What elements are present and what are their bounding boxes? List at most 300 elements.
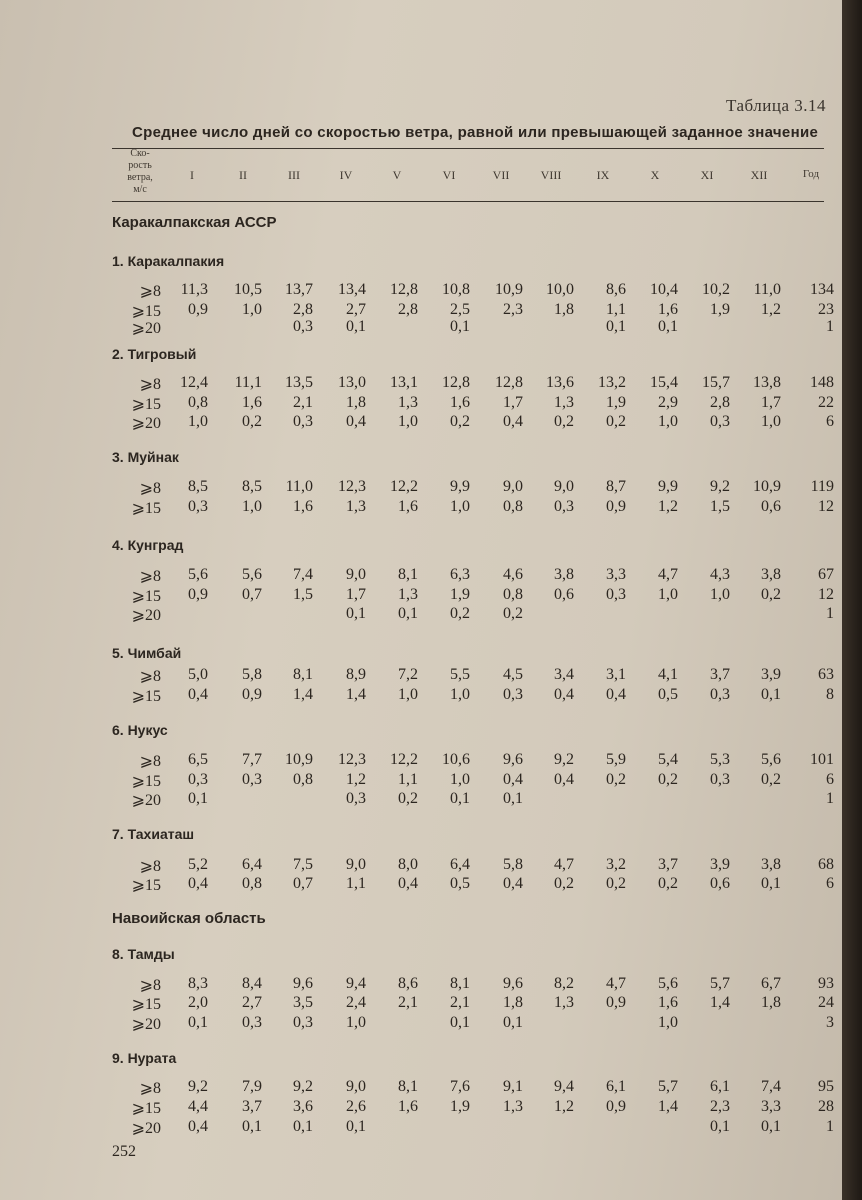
month-value-cell: 1,6: [450, 394, 470, 411]
month-value-cell: 1,3: [398, 394, 418, 411]
table-row: [0, 1098, 842, 1118]
month-value-cell: 1,0: [398, 686, 418, 703]
month-value-cell: 1,4: [293, 686, 313, 703]
month-value-cell: 6,4: [242, 856, 262, 873]
month-value-cell: 8,2: [554, 975, 574, 992]
month-value-cell: 12,4: [180, 374, 208, 391]
month-value-cell: 9,2: [188, 1078, 208, 1095]
month-value-cell: 13,7: [285, 281, 313, 298]
book-edge: [842, 0, 862, 1200]
month-value-cell: 0,1: [658, 318, 678, 335]
month-value-cell: 3,3: [761, 1098, 781, 1115]
year-total-cell: 23: [818, 301, 834, 318]
month-value-cell: 3,8: [554, 566, 574, 583]
speed-threshold-label: ⩾15: [131, 688, 161, 705]
month-value-cell: 1,9: [606, 394, 626, 411]
month-value-cell: 1,0: [658, 1014, 678, 1031]
month-value-cell: 3,9: [710, 856, 730, 873]
month-value-cell: 7,4: [293, 566, 313, 583]
month-value-cell: 6,3: [450, 566, 470, 583]
month-value-cell: 1,2: [346, 771, 366, 788]
month-value-cell: 7,7: [242, 751, 262, 768]
month-value-cell: 0,2: [242, 413, 262, 430]
month-value-cell: 1,8: [761, 994, 781, 1011]
month-value-cell: 0,9: [188, 586, 208, 603]
year-total-cell: 1: [826, 318, 834, 335]
month-value-cell: 0,1: [450, 790, 470, 807]
month-value-cell: 2,8: [398, 301, 418, 318]
month-value-cell: 1,9: [450, 1098, 470, 1115]
month-value-cell: 8,0: [398, 856, 418, 873]
month-value-cell: 1,0: [346, 1014, 366, 1031]
month-value-cell: 1,0: [398, 413, 418, 430]
month-value-cell: 5,6: [658, 975, 678, 992]
month-value-cell: 12,2: [390, 478, 418, 495]
station-heading: 9. Нурата: [112, 1050, 177, 1066]
month-value-cell: 1,0: [242, 301, 262, 318]
month-value-cell: 3,6: [293, 1098, 313, 1115]
month-value-cell: 0,6: [554, 586, 574, 603]
month-value-cell: 11,0: [753, 281, 781, 298]
header-speed-line: рость: [128, 160, 152, 171]
month-value-cell: 1,8: [503, 994, 523, 1011]
month-value-cell: 8,5: [188, 478, 208, 495]
month-value-cell: 2,7: [242, 994, 262, 1011]
month-value-cell: 1,7: [346, 586, 366, 603]
month-value-cell: 3,1: [606, 666, 626, 683]
month-value-cell: 0,4: [188, 686, 208, 703]
month-value-cell: 1,0: [710, 586, 730, 603]
header-month: I: [190, 168, 194, 182]
month-value-cell: 2,4: [346, 994, 366, 1011]
month-value-cell: 9,9: [450, 478, 470, 495]
month-value-cell: 1,6: [658, 994, 678, 1011]
month-value-cell: 0,4: [503, 771, 523, 788]
month-value-cell: 0,1: [346, 1118, 366, 1135]
table-title: Среднее число дней со скоростью ветра, равной или превышающей заданное значение: [132, 124, 819, 141]
month-value-cell: 10,9: [285, 751, 313, 768]
month-value-cell: 0,7: [242, 586, 262, 603]
month-value-cell: 0,2: [450, 605, 470, 622]
station-heading: 4. Кунград: [112, 537, 184, 553]
month-value-cell: 1,0: [658, 586, 678, 603]
month-value-cell: 1,0: [658, 413, 678, 430]
speed-threshold-label: ⩾15: [131, 500, 161, 517]
month-value-cell: 0,2: [606, 875, 626, 892]
speed-threshold-label: ⩾20: [131, 1120, 161, 1137]
month-value-cell: 3,7: [710, 666, 730, 683]
month-value-cell: 0,3: [554, 498, 574, 515]
speed-threshold-label: ⩾15: [131, 877, 161, 894]
speed-threshold-label: ⩾20: [131, 1016, 161, 1033]
table-row: [0, 994, 842, 1014]
month-value-cell: 10,5: [234, 281, 262, 298]
header-month: Год: [802, 168, 820, 180]
header-month: III: [288, 168, 300, 182]
month-value-cell: 9,6: [503, 975, 523, 992]
month-value-cell: 1,8: [346, 394, 366, 411]
month-value-cell: 0,1: [450, 318, 470, 335]
month-value-cell: 0,2: [606, 413, 626, 430]
month-value-cell: 4,4: [188, 1098, 208, 1115]
month-value-cell: 9,2: [293, 1078, 313, 1095]
month-value-cell: 0,8: [503, 498, 523, 515]
month-value-cell: 9,0: [346, 566, 366, 583]
month-value-cell: 0,3: [188, 771, 208, 788]
month-value-cell: 3,8: [761, 856, 781, 873]
month-value-cell: 5,4: [658, 751, 678, 768]
station-heading: 2. Тигровый: [112, 346, 197, 362]
month-value-cell: 0,4: [188, 1118, 208, 1135]
month-value-cell: 0,1: [503, 1014, 523, 1031]
month-value-cell: 10,4: [650, 281, 678, 298]
year-total-cell: 101: [810, 751, 834, 768]
month-value-cell: 9,4: [554, 1078, 574, 1095]
month-value-cell: 1,1: [346, 875, 366, 892]
month-value-cell: 0,3: [710, 413, 730, 430]
station-heading: 5. Чимбай: [112, 645, 182, 661]
month-value-cell: 0,1: [293, 1118, 313, 1135]
month-value-cell: 8,1: [450, 975, 470, 992]
month-value-cell: 1,6: [242, 394, 262, 411]
month-value-cell: 0,2: [658, 771, 678, 788]
month-value-cell: 0,2: [658, 875, 678, 892]
month-value-cell: 3,9: [761, 666, 781, 683]
month-value-cell: 4,7: [606, 975, 626, 992]
month-value-cell: 2,6: [346, 1098, 366, 1115]
month-value-cell: 1,2: [761, 301, 781, 318]
month-value-cell: 3,8: [761, 566, 781, 583]
speed-threshold-label: ⩾20: [131, 607, 161, 624]
month-value-cell: 5,6: [188, 566, 208, 583]
speed-threshold-label: ⩾20: [131, 415, 161, 432]
header-top-rule: [112, 148, 824, 149]
month-value-cell: 9,0: [554, 478, 574, 495]
month-value-cell: 0,8: [293, 771, 313, 788]
year-total-cell: 3: [826, 1014, 834, 1031]
table-row: [0, 394, 842, 414]
month-value-cell: 0,5: [658, 686, 678, 703]
speed-threshold-label: ⩾15: [131, 303, 161, 320]
month-value-cell: 13,4: [338, 281, 366, 298]
month-value-cell: 4,3: [710, 566, 730, 583]
month-value-cell: 1,3: [503, 1098, 523, 1115]
month-value-cell: 8,6: [398, 975, 418, 992]
page-number: 252: [112, 1143, 136, 1160]
month-value-cell: 0,1: [710, 1118, 730, 1135]
month-value-cell: 9,4: [346, 975, 366, 992]
month-value-cell: 1,0: [450, 686, 470, 703]
month-value-cell: 1,3: [554, 994, 574, 1011]
month-value-cell: 0,7: [293, 875, 313, 892]
speed-threshold-label: ⩾8: [139, 568, 161, 585]
month-value-cell: 1,9: [450, 586, 470, 603]
month-value-cell: 11,0: [285, 478, 313, 495]
speed-threshold-label: ⩾15: [131, 588, 161, 605]
header-month: X: [650, 168, 660, 182]
month-value-cell: 2,1: [398, 994, 418, 1011]
month-value-cell: 5,3: [710, 751, 730, 768]
month-value-cell: 3,4: [554, 666, 574, 683]
month-value-cell: 1,3: [554, 394, 574, 411]
table-row: [0, 686, 842, 706]
month-value-cell: 8,1: [293, 666, 313, 683]
speed-threshold-label: ⩾15: [131, 396, 161, 413]
table-row: [0, 666, 842, 686]
table-row: [0, 790, 842, 810]
month-value-cell: 13,1: [390, 374, 418, 391]
month-value-cell: 1,0: [242, 498, 262, 515]
year-total-cell: 6: [826, 875, 834, 892]
month-value-cell: 6,1: [710, 1078, 730, 1095]
month-value-cell: 13,5: [285, 374, 313, 391]
month-value-cell: 0,5: [450, 875, 470, 892]
table-row: [0, 856, 842, 876]
month-value-cell: 0,1: [503, 790, 523, 807]
speed-threshold-label: ⩾20: [131, 320, 161, 337]
month-value-cell: 0,3: [710, 771, 730, 788]
month-value-cell: 8,9: [346, 666, 366, 683]
month-value-cell: 0,3: [242, 1014, 262, 1031]
month-value-cell: 0,1: [242, 1118, 262, 1135]
speed-threshold-label: ⩾8: [139, 977, 161, 994]
table-row: [0, 498, 842, 518]
header-speed-column: [108, 148, 172, 196]
header-bottom-rule: [112, 201, 824, 202]
month-value-cell: 0,1: [188, 1014, 208, 1031]
header-speed-line: Ско-: [130, 148, 150, 159]
month-value-cell: 1,4: [658, 1098, 678, 1115]
station-heading: 7. Тахиаташ: [112, 826, 195, 842]
month-value-cell: 0,8: [242, 875, 262, 892]
table-row: [0, 586, 842, 606]
year-total-cell: 63: [818, 666, 834, 683]
month-value-cell: 1,0: [450, 771, 470, 788]
month-value-cell: 0,1: [346, 318, 366, 335]
month-value-cell: 1,6: [398, 498, 418, 515]
month-value-cell: 1,6: [398, 1098, 418, 1115]
month-value-cell: 12,8: [442, 374, 470, 391]
month-value-cell: 1,0: [450, 498, 470, 515]
month-value-cell: 1,6: [293, 498, 313, 515]
month-value-cell: 5,7: [710, 975, 730, 992]
month-value-cell: 0,2: [761, 586, 781, 603]
month-value-cell: 10,9: [753, 478, 781, 495]
month-value-cell: 0,4: [606, 686, 626, 703]
month-value-cell: 9,2: [710, 478, 730, 495]
month-value-cell: 0,4: [503, 875, 523, 892]
month-value-cell: 0,9: [606, 498, 626, 515]
table-row: [0, 975, 842, 995]
header-speed-line: м/с: [133, 184, 147, 195]
year-total-cell: 93: [818, 975, 834, 992]
month-value-cell: 0,2: [554, 875, 574, 892]
year-total-cell: 24: [818, 994, 834, 1011]
month-value-cell: 0,1: [606, 318, 626, 335]
month-value-cell: 0,6: [761, 498, 781, 515]
month-value-cell: 10,0: [546, 281, 574, 298]
month-value-cell: 8,7: [606, 478, 626, 495]
month-value-cell: 1,7: [503, 394, 523, 411]
month-value-cell: 5,8: [242, 666, 262, 683]
month-value-cell: 0,3: [606, 586, 626, 603]
year-total-cell: 1: [826, 605, 834, 622]
month-value-cell: 8,6: [606, 281, 626, 298]
month-value-cell: 1,0: [761, 413, 781, 430]
month-value-cell: 9,0: [503, 478, 523, 495]
month-value-cell: 0,2: [554, 413, 574, 430]
month-value-cell: 9,0: [346, 1078, 366, 1095]
year-total-cell: 6: [826, 413, 834, 430]
month-value-cell: 0,1: [761, 686, 781, 703]
table-row: [0, 374, 842, 394]
header-month: IX: [596, 168, 610, 182]
table-row: [0, 1014, 842, 1034]
header-month: VIII: [540, 168, 562, 182]
month-value-cell: 1,7: [761, 394, 781, 411]
month-value-cell: 7,9: [242, 1078, 262, 1095]
month-value-cell: 12,3: [338, 751, 366, 768]
month-value-cell: 10,8: [442, 281, 470, 298]
speed-threshold-label: ⩾15: [131, 996, 161, 1013]
month-value-cell: 12,8: [390, 281, 418, 298]
month-value-cell: 0,6: [710, 875, 730, 892]
month-value-cell: 5,7: [658, 1078, 678, 1095]
month-value-cell: 0,2: [606, 771, 626, 788]
month-value-cell: 0,2: [450, 413, 470, 430]
month-value-cell: 0,9: [606, 994, 626, 1011]
month-value-cell: 0,1: [761, 1118, 781, 1135]
month-value-cell: 0,9: [188, 301, 208, 318]
table-row: [0, 1078, 842, 1098]
year-total-cell: 67: [818, 566, 834, 583]
month-value-cell: 1,2: [554, 1098, 574, 1115]
month-value-cell: 7,2: [398, 666, 418, 683]
month-value-cell: 9,6: [503, 751, 523, 768]
month-value-cell: 0,2: [761, 771, 781, 788]
month-value-cell: 1,5: [293, 586, 313, 603]
table-row: [0, 318, 842, 338]
month-value-cell: 1,6: [658, 301, 678, 318]
header-month: VII: [492, 168, 510, 182]
month-value-cell: 2,5: [450, 301, 470, 318]
month-value-cell: 1,3: [346, 498, 366, 515]
month-value-cell: 0,1: [450, 1014, 470, 1031]
month-value-cell: 0,4: [346, 413, 366, 430]
table-row: [0, 413, 842, 433]
month-value-cell: 0,3: [503, 686, 523, 703]
month-value-cell: 3,3: [606, 566, 626, 583]
month-value-cell: 11,3: [180, 281, 208, 298]
header-speed-line: ветра,: [127, 172, 153, 183]
month-value-cell: 0,1: [188, 790, 208, 807]
year-total-cell: 8: [826, 686, 834, 703]
month-value-cell: 8,1: [398, 566, 418, 583]
month-value-cell: 0,3: [293, 413, 313, 430]
month-value-cell: 9,0: [346, 856, 366, 873]
header-month: XI: [700, 168, 714, 182]
month-value-cell: 0,4: [188, 875, 208, 892]
month-value-cell: 0,4: [554, 686, 574, 703]
year-total-cell: 148: [810, 374, 834, 391]
month-value-cell: 0,8: [503, 586, 523, 603]
speed-threshold-label: ⩾15: [131, 773, 161, 790]
month-value-cell: 8,5: [242, 478, 262, 495]
month-value-cell: 2,3: [503, 301, 523, 318]
month-value-cell: 9,6: [293, 975, 313, 992]
month-value-cell: 6,4: [450, 856, 470, 873]
table-caption: Таблица 3.14: [726, 96, 826, 115]
speed-threshold-label: ⩾8: [139, 480, 161, 497]
table-row: [0, 605, 842, 625]
table-row: [0, 1118, 842, 1138]
year-total-cell: 134: [810, 281, 834, 298]
month-value-cell: 12,8: [495, 374, 523, 391]
year-total-cell: 95: [818, 1078, 834, 1095]
month-value-cell: 0,9: [242, 686, 262, 703]
month-value-cell: 13,2: [598, 374, 626, 391]
table-row: [0, 751, 842, 771]
header-month: XII: [750, 168, 768, 182]
month-value-cell: 15,7: [702, 374, 730, 391]
year-total-cell: 1: [826, 1118, 834, 1135]
month-value-cell: 9,1: [503, 1078, 523, 1095]
speed-threshold-label: ⩾15: [131, 1100, 161, 1117]
month-value-cell: 10,6: [442, 751, 470, 768]
year-total-cell: 12: [818, 498, 834, 515]
month-value-cell: 15,4: [650, 374, 678, 391]
month-value-cell: 11,1: [234, 374, 262, 391]
month-value-cell: 3,7: [658, 856, 678, 873]
month-value-cell: 0,3: [293, 1014, 313, 1031]
month-value-cell: 0,1: [346, 605, 366, 622]
month-value-cell: 5,0: [188, 666, 208, 683]
month-value-cell: 4,7: [658, 566, 678, 583]
month-value-cell: 4,5: [503, 666, 523, 683]
header-month: II: [239, 168, 247, 182]
station-heading: 1. Каракалпакия: [112, 253, 225, 269]
speed-threshold-label: ⩾8: [139, 753, 161, 770]
region-heading: Каракалпакская АССР: [112, 214, 277, 231]
month-value-cell: 8,3: [188, 975, 208, 992]
speed-threshold-label: ⩾8: [139, 668, 161, 685]
month-value-cell: 0,9: [606, 1098, 626, 1115]
header-month: VI: [442, 168, 456, 182]
month-value-cell: 5,9: [606, 751, 626, 768]
table-row: [0, 478, 842, 498]
speed-threshold-label: ⩾8: [139, 283, 161, 300]
month-value-cell: 2,1: [293, 394, 313, 411]
month-value-cell: 1,8: [554, 301, 574, 318]
month-value-cell: 1,3: [398, 586, 418, 603]
speed-threshold-label: ⩾8: [139, 376, 161, 393]
month-value-cell: 0,3: [293, 318, 313, 335]
month-value-cell: 0,1: [761, 875, 781, 892]
month-value-cell: 5,5: [450, 666, 470, 683]
month-value-cell: 0,2: [503, 605, 523, 622]
month-value-cell: 8,4: [242, 975, 262, 992]
month-value-cell: 9,9: [658, 478, 678, 495]
month-value-cell: 1,5: [710, 498, 730, 515]
month-value-cell: 0,3: [188, 498, 208, 515]
month-value-cell: 6,1: [606, 1078, 626, 1095]
month-value-cell: 7,4: [761, 1078, 781, 1095]
month-value-cell: 0,3: [346, 790, 366, 807]
month-value-cell: 0,2: [398, 790, 418, 807]
year-total-cell: 119: [810, 478, 834, 495]
month-value-cell: 0,1: [398, 605, 418, 622]
month-value-cell: 2,0: [188, 994, 208, 1011]
